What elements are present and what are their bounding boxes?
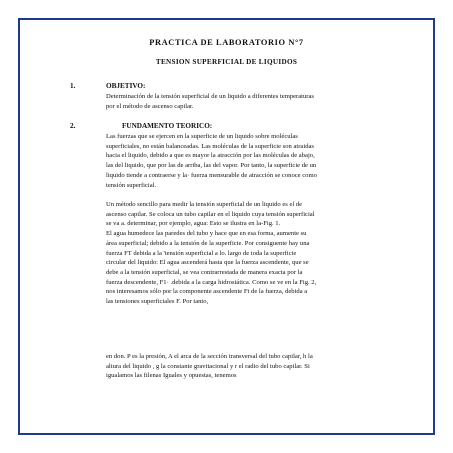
section-2-heading: FUNDAMENTO TEORICO: [122, 122, 213, 130]
paragraph-3 [106, 352, 416, 381]
document-subtitle: TENSION SUPERFICIAL DE LIQUIDOS [155, 58, 298, 66]
text-line: Las fuerzas que se ejercen en la superficie de un liquido sobre moléculas [106, 133, 298, 140]
text-line: Un método sencillo para medir la tensión superficial de un liquido es el de [106, 201, 303, 208]
text-line: liquido tiende a contraerse y la· fuerza mensurable de atracción se conoce como [106, 171, 317, 179]
section-2-number: 2. [70, 122, 76, 130]
text-line: circular del liquido: El agua ascenderá hasta que la fuerza ascendente, que se [106, 259, 309, 267]
text-line: tensión superficial. [106, 181, 157, 189]
text-line: hacia el liquido, debido a que es mayor la atracción por las moléculas de abajo, [106, 152, 315, 160]
text-line: se va a. determinar, por ejemplo, agua: Esto se ilustra en la-Fig. 1. [106, 220, 281, 228]
text-line: altura del liquido , g la constante gravitacional y r el radio del tubo capilar. Si [106, 362, 310, 370]
section-1-number: 1. [70, 82, 76, 90]
text-line: debe a la tensión superficial, se vea contrarrestada de manera exacta por la [106, 268, 303, 276]
text-line: las del liquido, que por las de arriba, las del vapor. Por tanto, la superficie de un [106, 162, 317, 170]
text-line: Determinación de la tensión superficial de un liquido a diferentes temperaturas [106, 93, 314, 100]
text-line: área superficial; debido a la tensión de la superficie. Por consiguente hay una [106, 239, 310, 247]
text-line: El agua humedece las paredes del tubo y hace que en esa forma, aumente su [106, 230, 307, 238]
text-line: fuerza FT debida a la 'tensión superficial a lo. largo de toda la superficie [106, 249, 297, 257]
document-title: PRACTICA DE LABORATORIO N°7 [149, 38, 304, 47]
paragraph-1 [106, 132, 416, 190]
paragraph-2 [106, 200, 416, 307]
text-line: igualamos las filenas Iguales y opuestas, tenemos [106, 372, 237, 380]
text-line: las tensiones superficiales F. Por tanto, [106, 298, 209, 306]
text-line: en don. P es la presión, A el arca de la sección transversal del tubo capilar, h la [106, 353, 313, 360]
document-page [34, 0, 419, 453]
text-line: ascenso capilar. Se coloca un tubo capilar en el liquido cuya tensión superficial [106, 210, 315, 218]
text-line: fuerza descendente, F1· .debida a la carga hidrostática. Como se ve en la Fig. 2, [106, 278, 317, 286]
section-1-heading: OBJETIVO: [106, 82, 146, 90]
text-line: nos interesamos sólo por la componente ascendente Ft de la fuerza, debida a [106, 288, 308, 296]
text-line: superficiales, no están balanceadas. Las moléculas de la superficie son atraidas [106, 142, 314, 150]
text-line: por el método de ascenso capilar. [106, 102, 194, 110]
section-1-body [106, 92, 416, 111]
